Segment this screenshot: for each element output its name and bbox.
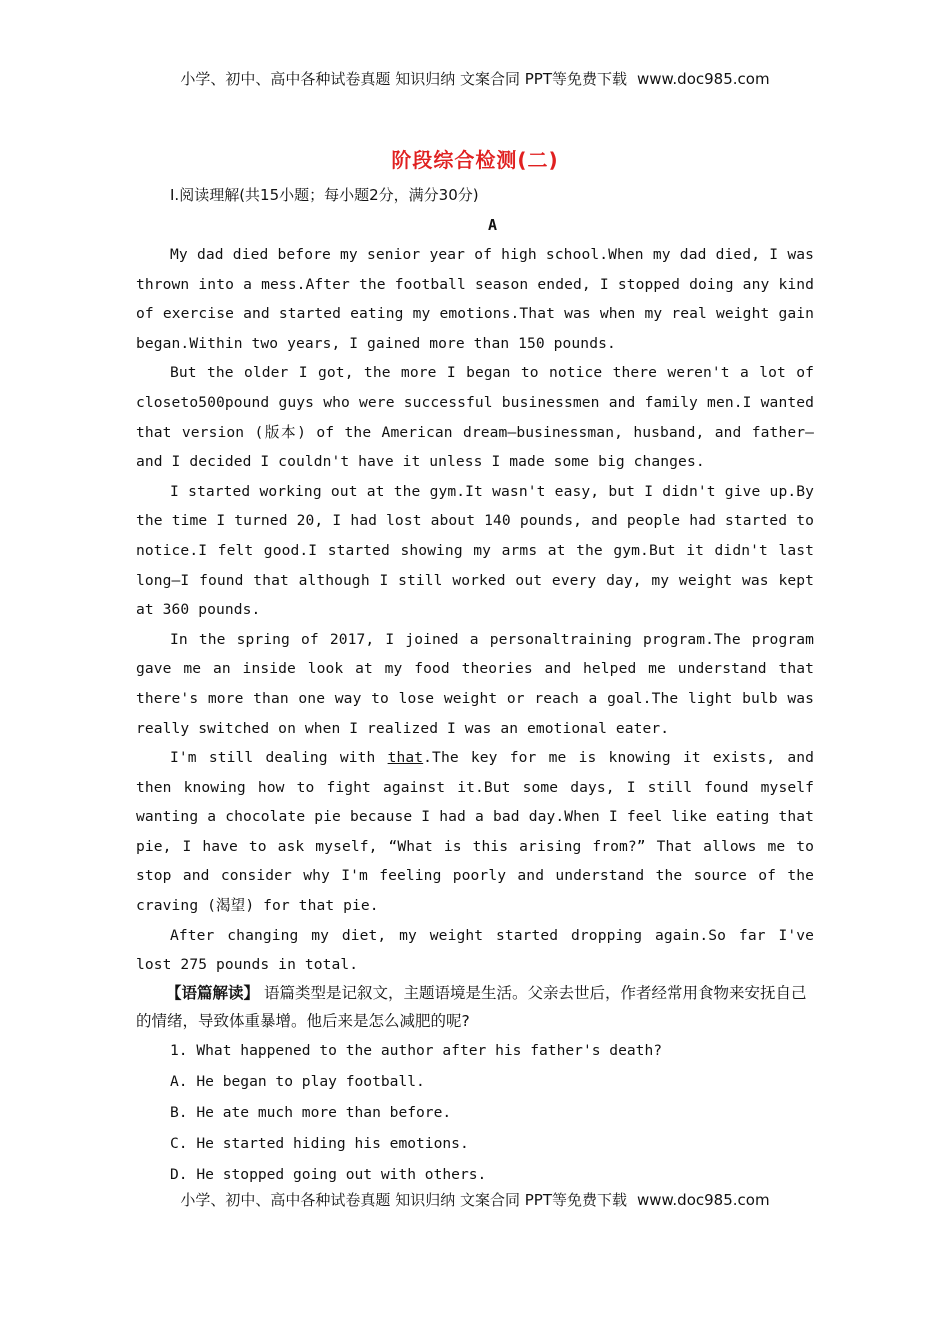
passage-paragraph-3: I started working out at the gym.It wasn't easy, but I didn't give up.By the time I turned 20, I had lost about 140 pounds, and people had started to notice.I felt good.I started showing my arms at the gym.But it didn't last long—I found that although I still worked out every day, my weight was kept at 360 pounds. [136,482,814,619]
passage-paragraph-6: After changing my diet, my weight started dropping again.So far I've lost 275 pounds in total. [136,926,814,974]
analysis-tag: 【语篇解读】 [166,984,260,1002]
header-banner [0,68,950,89]
footer-site-link[interactable]: www.doc985.com [636,1191,770,1209]
option-d[interactable]: D. He stopped going out with others. [170,1166,487,1183]
passage-paragraph-5 [136,743,814,921]
question-1 [170,1039,810,1194]
passage-label: A [487,216,498,234]
header-site-link[interactable]: www.doc985.com [636,70,770,88]
header-text: 小学、初中、高中各种试卷真题 知识归纳 文案合同 PPT等免费下载 [180,70,627,88]
option-c[interactable]: C. He started hiding his emotions. [170,1135,469,1152]
analysis-text: 语篇类型是记叙文，主题语境是生活。父亲去世后，作者经常用食物来安抚自己的情绪，导致体重暴增。他后来是怎么减肥的呢? [136,984,807,1030]
passage-paragraph-4: In the spring of 2017, I joined a personaltraining program.The program gave me an inside look at my food theories and helped me understand that there's more than one way to lose weight or reach a goal.The light bulb was really switched on when I realized I was an emotional eater. [136,630,814,737]
section-heading: I.阅读理解(共15小题；每小题2分，满分30分) [170,186,479,204]
reading-passage [136,240,814,980]
footer-banner [0,1189,950,1210]
passage-analysis [136,979,816,1035]
passage-paragraph-1: My dad died before my senior year of high school.When my dad died, I was thrown into a mess.After the football season ended, I stopped doing any kind of exercise and started eating my emotions.That was when my real weight gain began.Within two years, I gained more than 150 pounds. [136,246,814,352]
page-title: 阶段综合检测(二) [391,148,559,172]
underlined-word: that [387,749,424,767]
p5-text-end: .The key for me is knowing it exists, and then knowing how to fight against it.But some days, I still found myself wanting a chocolate pie because I had a bad day.When I feel like eating that pie, I have to ask myself, “What is this arising from?” That allows me to stop and consider why I'm feeling poorly and understand the source of the craving (渴望) for that pie. [136,749,814,915]
option-a[interactable]: A. He began to play football. [170,1073,425,1090]
p5-text-start: I'm still dealing with [170,749,388,767]
option-b[interactable]: B. He ate much more than before. [170,1104,452,1121]
passage-paragraph-2: But the older I got, the more I began to notice there weren't a lot of closeto500pound guys who were successful businessmen and family men.I wanted that version (版本) of the American dream—businessman, husband, and father—and I decided I couldn't have it unless I made some big changes. [136,364,814,471]
question-stem: 1. What happened to the author after his father's death? [170,1042,663,1059]
footer-text: 小学、初中、高中各种试卷真题 知识归纳 文案合同 PPT等免费下载 [180,1191,627,1209]
